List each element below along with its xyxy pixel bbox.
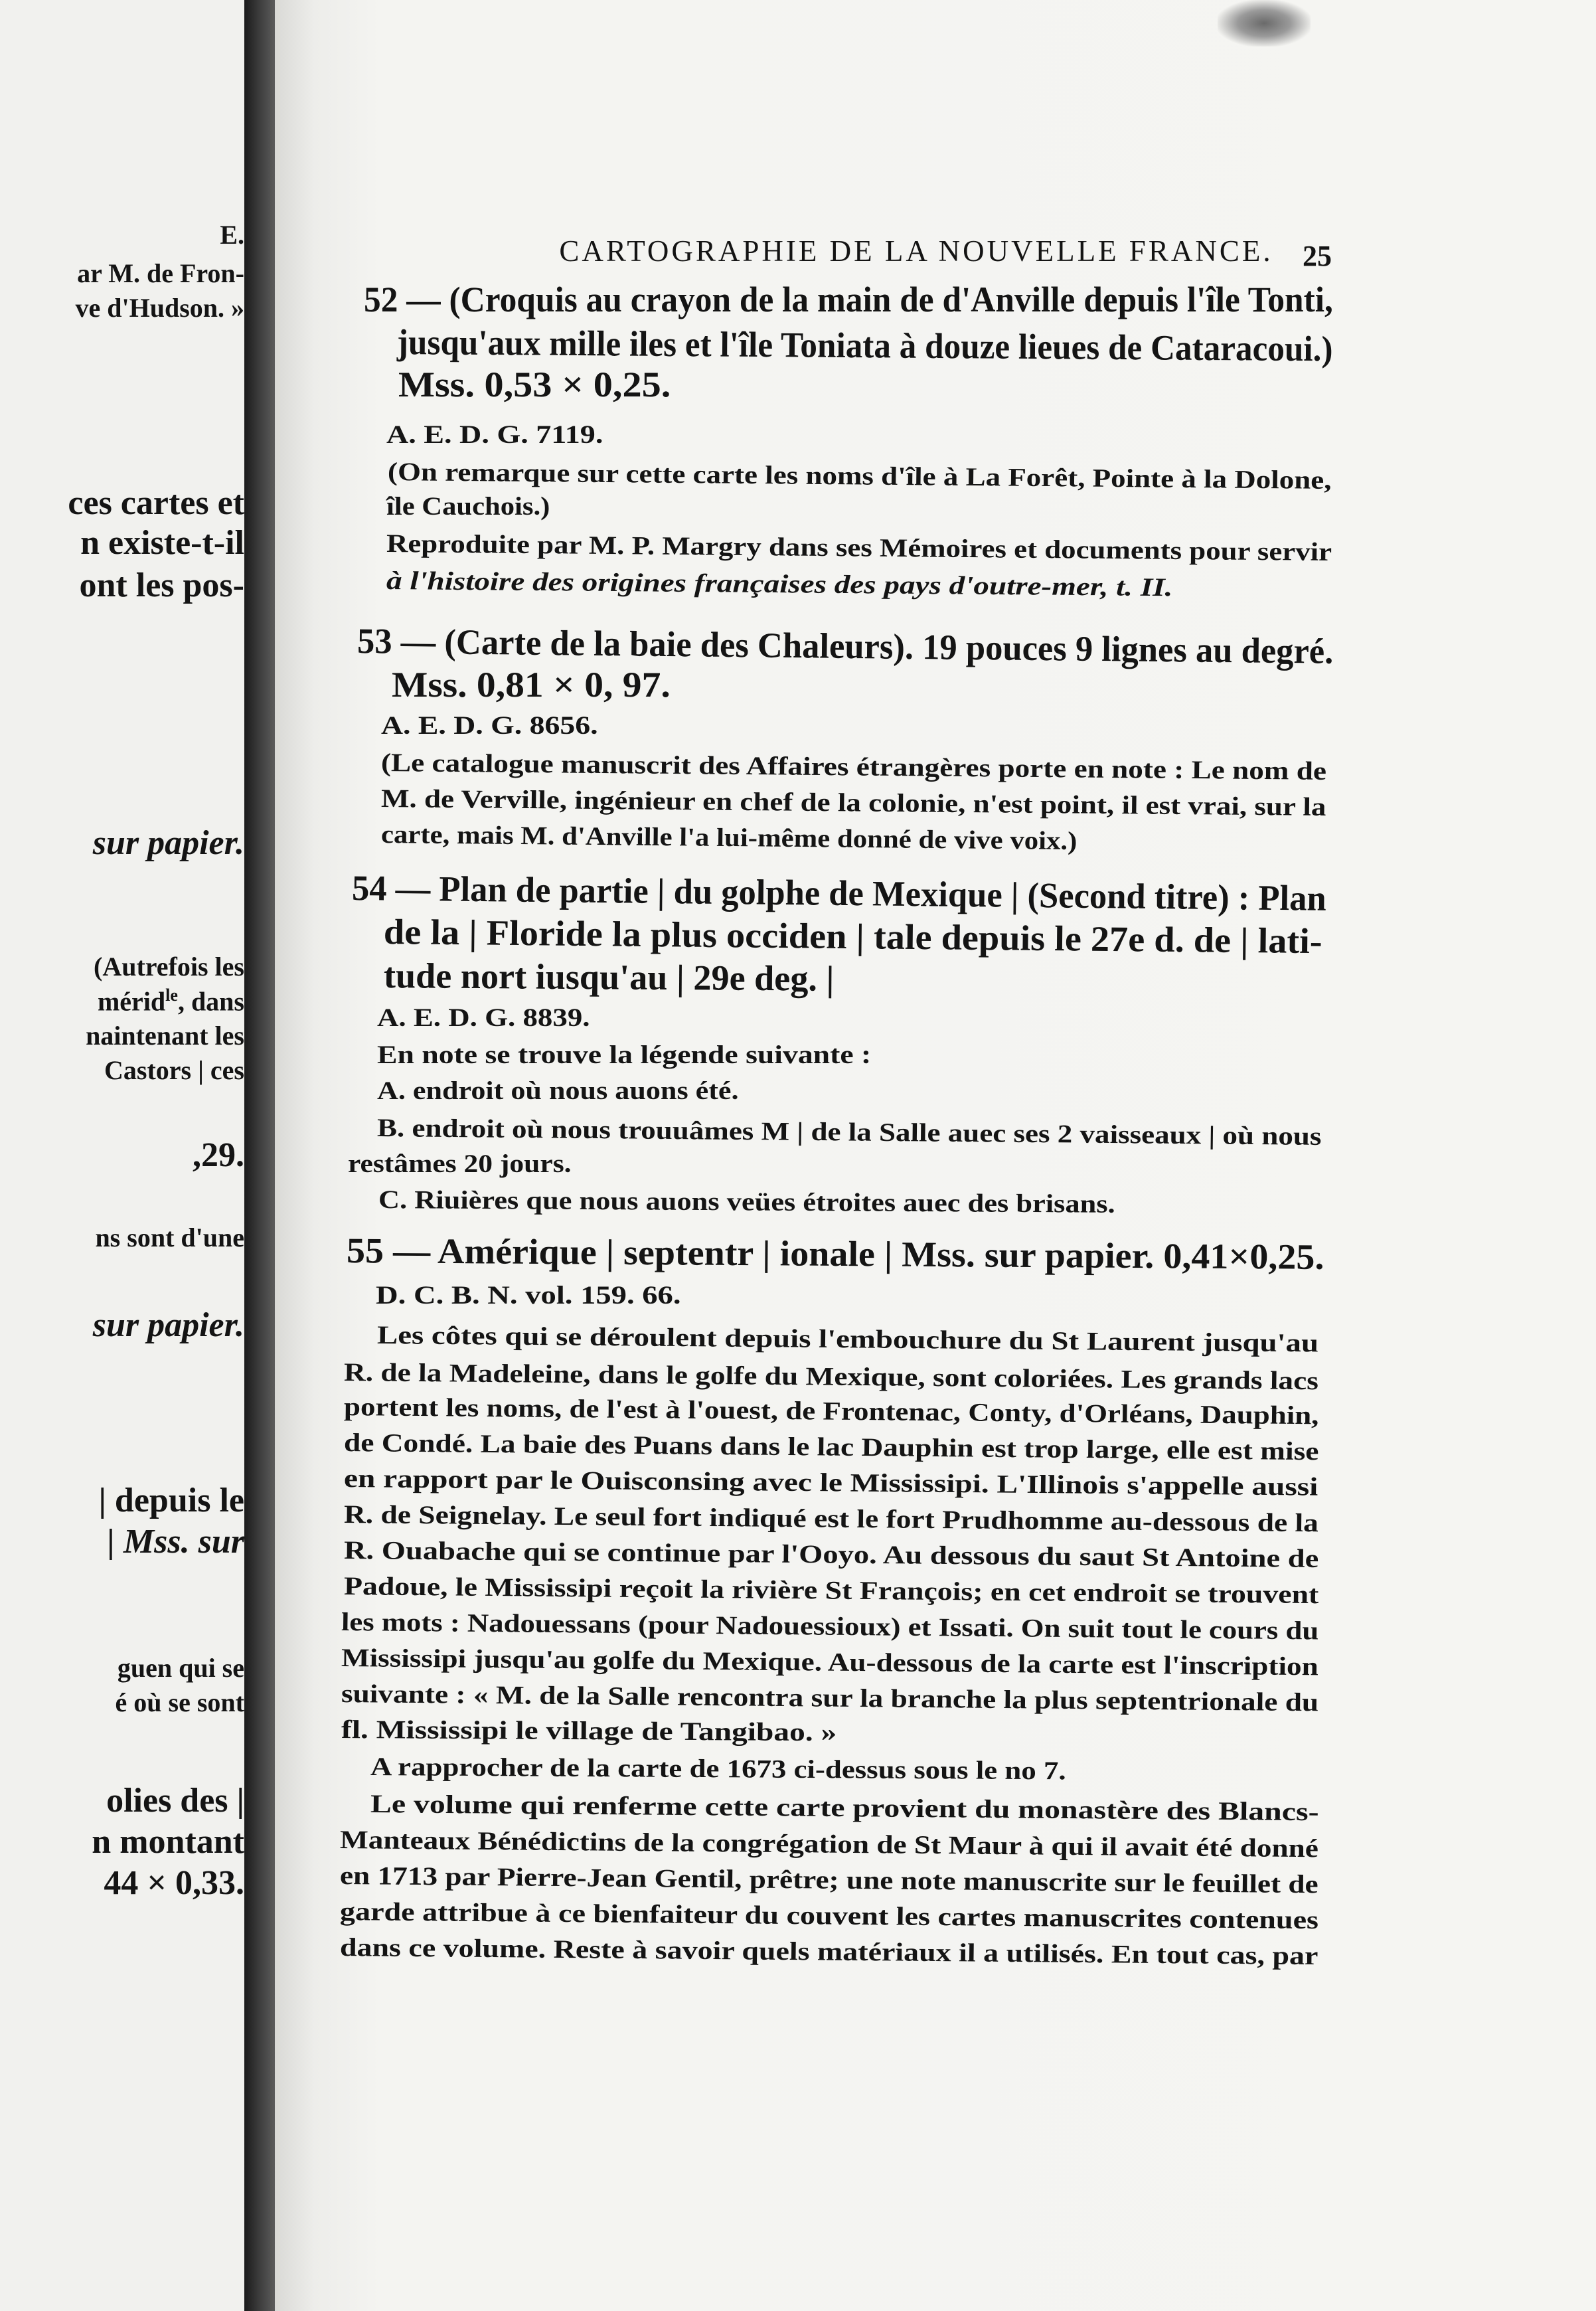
text-line: B. endroit où nous trouuâmes M | de la Salle auec ses 2 vaisseaux | où nous — [376, 1114, 1322, 1151]
left-page-fragment: sur papier. — [92, 824, 244, 862]
text-line: les mots : Nadouessans (pour Nadouessioux) et Issati. On suit tout le cours du — [341, 1608, 1319, 1646]
text-line: restâmes 20 jours. — [348, 1150, 572, 1178]
left-page-fragment: ,29. — [193, 1136, 244, 1174]
text-line: suivante : « M. de la Salle rencontra sur la branche la plus septentrionale du — [341, 1679, 1319, 1717]
left-page-fragment: ont les pos- — [79, 566, 244, 604]
text-line: 52 — (Croquis au crayon de la main de d'Anville depuis l'île Tonti, — [364, 280, 1333, 319]
text-line: garde attribue à ce bienfaiteur du couvent les cartes manuscrites contenues — [339, 1897, 1319, 1935]
left-page-fragment: é où se sont — [115, 1687, 244, 1717]
text-line: 54 — Plan de partie | du golphe de Mexique | (Second titre) : Plan — [351, 868, 1327, 918]
text-line: Reproduite par M. P. Margry dans ses Mémoires et documents pour servir — [386, 529, 1332, 566]
text-line: M. de Verville, ingénieur en chef de la colonie, n'est point, il est vrai, sur la — [380, 784, 1326, 821]
left-page-fragment: mérid$^{le}$, dans — [97, 985, 244, 1017]
left-page-fragment: Castors | ces — [104, 1055, 244, 1085]
text-line: (Le catalogue manuscrit des Affaires étrangères porte en note : Le nom de — [380, 748, 1327, 786]
text-line: A. E. D. G. 8839. — [377, 1003, 590, 1032]
text-line: fl. Mississipi le village de Tangibao. » — [341, 1715, 837, 1747]
left-page-fragment: (Autrefois les — [94, 952, 244, 982]
text-line: Mississipi jusqu'au golfe du Mexique. Au-dessous de la carte est l'inscription — [341, 1644, 1318, 1681]
text-line: île Cauchois.) — [386, 492, 550, 521]
left-page-fragment: n montant — [92, 1823, 244, 1861]
left-page-fragment: ar M. de Fron- — [77, 258, 244, 288]
text-line: Mss. 0,81 × 0, 97. — [392, 665, 671, 705]
left-page — [0, 0, 244, 2311]
left-page-fragment: naintenant les — [86, 1021, 244, 1051]
text-line: dans ce volume. Reste à savoir quels matériaux il a utilisés. En tout cas, par — [339, 1933, 1318, 1971]
text-line: de la | Floride la plus occiden | tale depuis le 27e d. de | lati- — [383, 912, 1322, 962]
text-line: R. de la Madeleine, dans le golfe du Mexique, sont coloriées. Les grands lacs — [343, 1358, 1319, 1396]
text-line: (On remarque sur cette carte les noms d'île à La Forêt, Pointe à la Dolone, — [387, 458, 1332, 495]
text-line: A. endroit où nous auons été. — [377, 1076, 739, 1105]
left-page-fragment: ns sont d'une — [95, 1223, 244, 1252]
text-line: Manteaux Bénédictins de la congrégation de St Maur à qui il avait été donné — [339, 1826, 1319, 1863]
text-line: Le volume qui renferme cette carte provient du monastère des Blancs- — [370, 1790, 1319, 1827]
text-line: A. E. D. G. 7119. — [386, 420, 603, 449]
text-line: portent les noms, de l'est à l'ouest, de Frontenac, Conty, d'Orléans, Dauphin, — [343, 1393, 1319, 1430]
left-page-fragment: sur papier. — [92, 1306, 244, 1344]
left-page-fragment: guen qui se — [117, 1653, 244, 1683]
left-page-fragment: | Mss. sur — [107, 1523, 244, 1561]
text-line: en rapport par le Ouisconsing avec le Mississipi. L'Illinois s'appelle aussi — [343, 1464, 1318, 1501]
left-page-fragment: ve d'Hudson. » — [75, 293, 244, 323]
text-line: En note se trouve la légende suivante : — [377, 1041, 872, 1069]
text-line: 55 — Amérique | septentr | ionale | Mss. sur papier. 0,41×0,25. — [346, 1231, 1324, 1277]
text-line: à l'histoire des origines françaises des pays d'outre-mer, t. II. — [386, 566, 1173, 602]
text-line: carte, mais M. d'Anville l'a lui-même donné de vive voix.) — [380, 820, 1077, 856]
paper-damage — [1218, 0, 1311, 46]
text-line: A. E. D. G. 8656. — [381, 711, 598, 740]
text-line: jusqu'aux mille iles et l'île Toniata à douze lieues de Cataracoui.) — [396, 322, 1333, 369]
text-line: Les côtes qui se déroulent depuis l'embouchure du St Laurent jusqu'au — [376, 1321, 1319, 1358]
text-line: A rapprocher de la carte de 1673 ci-dessus sous le no 7. — [370, 1753, 1066, 1786]
left-page-fragment: olies des | — [106, 1782, 244, 1820]
running-head: CARTOGRAPHIE DE LA NOUVELLE FRANCE. — [559, 234, 1273, 268]
left-page-fragment: 44 × 0,33. — [104, 1864, 244, 1902]
left-page-fragment: n existe-t-il — [80, 524, 244, 562]
text-line: C. Riuières que nous auons veües étroites auec des brisans. — [378, 1185, 1115, 1219]
text-line: Mss. 0,53 × 0,25. — [398, 365, 671, 404]
text-line: D. C. B. N. vol. 159. 66. — [376, 1281, 681, 1310]
left-page-fragment: | depuis le — [98, 1482, 244, 1519]
text-line: 53 — (Carte de la baie des Chaleurs). 19 pouces 9 lignes au degré. — [357, 621, 1334, 671]
text-line: en 1713 par Pierre-Jean Gentil, prêtre; une note manuscrite sur le feuillet de — [339, 1861, 1318, 1899]
text-line: R. de Seignelay. Le seul fort indiqué est le fort Prudhomme au-dessous de la — [343, 1500, 1319, 1538]
left-page-fragment: E. — [220, 220, 244, 250]
text-line: Padoue, le Mississipi reçoit la rivière St François; en cet endroit se trouvent — [343, 1572, 1319, 1610]
text-line: tude nort iusqu'au | 29e deg. | — [383, 956, 835, 999]
left-page-fragment: ces cartes et — [68, 484, 244, 522]
page-number: 25 — [1303, 240, 1332, 272]
book-gutter — [244, 0, 275, 2311]
superscript: le — [165, 985, 178, 1005]
text-line: R. Ouabache qui se continue par l'Ooyo. Au dessous du saut St Antoine de — [343, 1536, 1319, 1573]
text-line: de Condé. La baie des Puans dans le lac Dauphin est trop large, elle est mise — [343, 1428, 1319, 1466]
